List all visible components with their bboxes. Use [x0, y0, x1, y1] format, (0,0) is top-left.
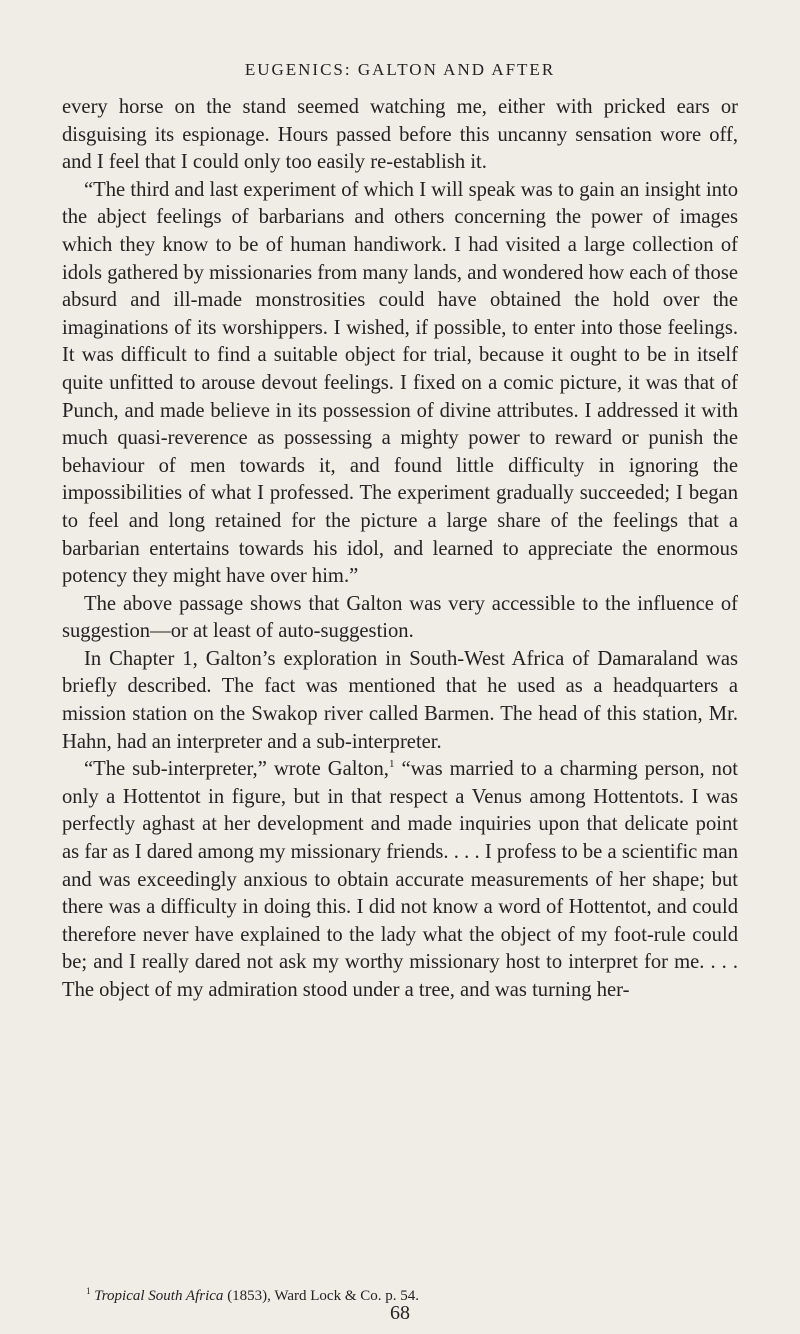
quote-after-ref: “was married to a charming person, not only a Hottentot in figure, but in that respect a Venus among Hottentots. I was perfectly aghast at her development and made inquiries upon that delicate point as far as I dared among my missionary friends. . . . I profess to be a scientific man and was exceedingly anxious to obtain accurate measurements of her shape; but there was a difficulty in doing this. I did not know a word of Hottentot, and could therefore never have explained to the lady what the object of my foot-rule could be; and I really dared not ask my worthy missionary host to interpret for me. . . . The object of my admiration stood under a tree, and was turning her-	[62, 758, 738, 1001]
footnote-mark: 1	[86, 1286, 91, 1296]
paragraph-sub-interpreter	[62, 756, 738, 1004]
running-header: EUGENICS: GALTON AND AFTER	[244, 60, 556, 79]
paragraph-chapter-reference: In Chapter 1, Galton’s exploration in South-West Africa of Damaraland was briefly described. The fact was mentioned that he used as a headquarters a mission station on the Swakop river called Barmen. The head of this station, Mr. Hahn, had an interpreter and a sub-interpreter.	[62, 647, 738, 753]
quote-before-ref: “The sub-interpreter,” wrote Galton,	[84, 758, 389, 781]
footnote-rest: (1853), Ward Lock & Co. p. 54.	[223, 1288, 420, 1304]
footnote-reference: 1	[388, 758, 395, 771]
footnote-title: Tropical South Africa	[94, 1288, 224, 1304]
paragraph-experiment-quote: “The third and last experiment of which I will speak was to gain an insight into the abject feelings of barbarians and others concerning the power of images which they know to be of human handiwork. I had visited a large collection of idols gathered by missionaries from many lands, and wondered how each of those absurd and ill-made monstrosities could have obtained the hold over the imaginations of its worshippers. I wished, if possible, to enter into those feelings. It was difficult to find a suitable object for trial, because it ought to be in itself quite unfitted to arouse devout feelings. I fixed on a comic picture, it was that of Punch, and made believe in its possession of divine attributes. I addressed it with much quasi-reverence as possessing a mighty power to reward or punish the behaviour of men towards it, and found little difficulty in ignoring the impossibilities of what I professed. The experiment gradually succeeded; I began to feel and long retained for the picture a large share of the feelings that a barbarian entertains towards his idol, and learned to appreciate the enormous potency they might have over him.”	[62, 178, 738, 588]
paragraph-suggestion: The above passage shows that Galton was very accessible to the influence of suggestion—or at least of auto-suggestion.	[62, 592, 738, 643]
body-text	[62, 94, 738, 1005]
paragraph-continuation: every horse on the stand seemed watching me, either with pricked ears or disguising its espionage. Hours passed before this uncanny sensation wore off, and I feel that I could only too easily re-establish it.	[62, 96, 738, 174]
page-number: 68	[390, 1302, 410, 1324]
